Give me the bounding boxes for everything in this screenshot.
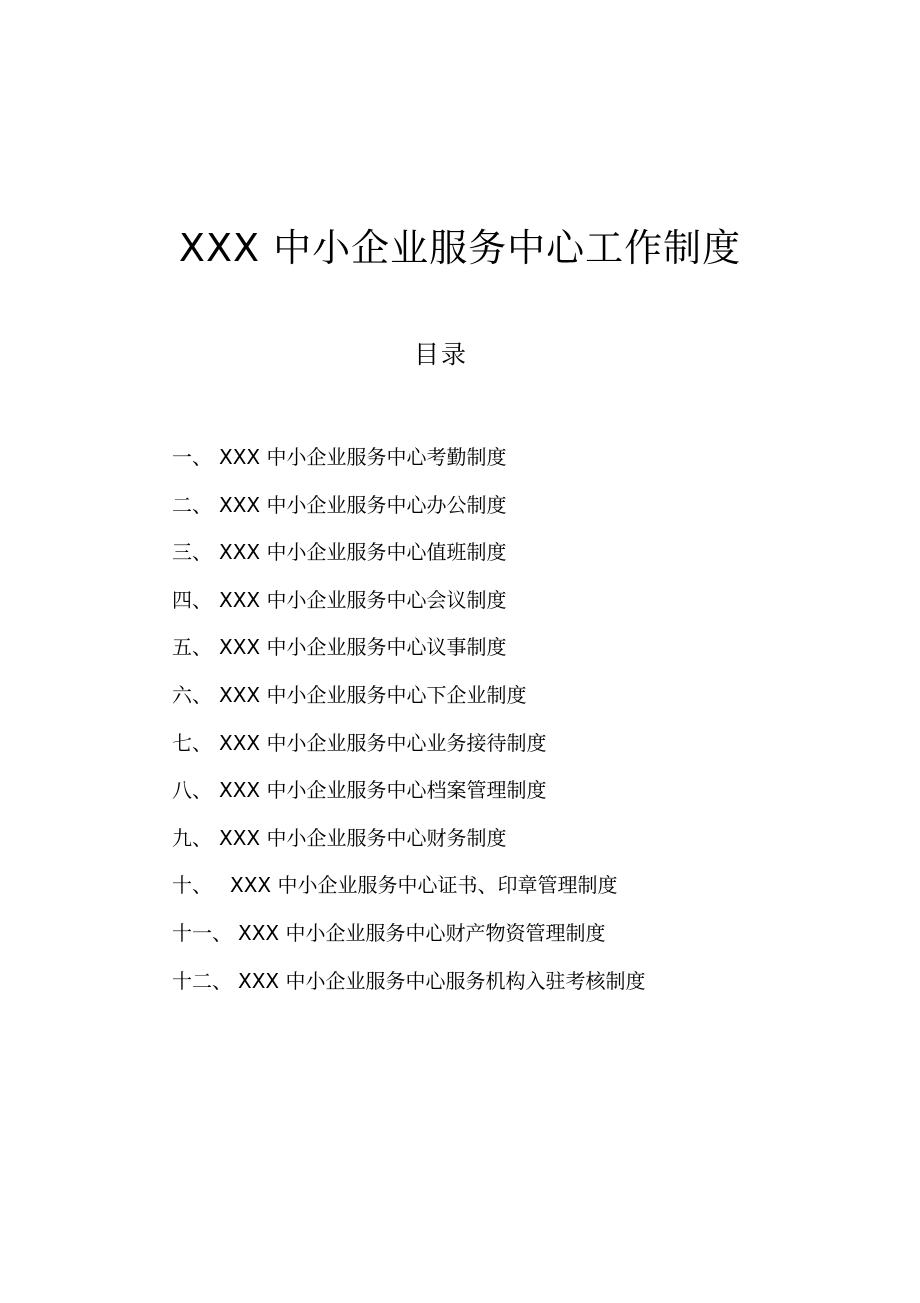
toc-item bbox=[172, 441, 872, 489]
toc-item bbox=[172, 774, 872, 822]
toc-item-number: 九、 bbox=[172, 825, 212, 850]
toc-item-number: 二、 bbox=[172, 492, 212, 517]
toc-item bbox=[172, 584, 872, 632]
toc-item-number: 十、 bbox=[172, 873, 212, 898]
toc-item bbox=[172, 965, 872, 1013]
toc-item-text: XXX 中小企业服务中心值班制度 bbox=[219, 540, 507, 565]
toc-item-text: XXX 中小企业服务中心业务接待制度 bbox=[219, 730, 547, 755]
toc-item bbox=[172, 727, 872, 775]
toc-item-text: XXX 中小企业服务中心财产物资管理制度 bbox=[238, 920, 606, 945]
toc-item-number: 七、 bbox=[172, 730, 212, 755]
toc-item-number: 一、 bbox=[172, 445, 212, 469]
toc-item bbox=[172, 917, 872, 965]
toc-item-number: 八、 bbox=[172, 778, 212, 803]
toc-item-number: 十一、 bbox=[172, 920, 232, 945]
toc-item bbox=[172, 679, 872, 727]
toc-item-text: XXX 中小企业服务中心服务机构入驻考核制度 bbox=[238, 968, 646, 993]
toc-item-text: XXX 中小企业服务中心议事制度 bbox=[219, 635, 507, 660]
toc-item-number: 三、 bbox=[172, 540, 212, 565]
toc-item bbox=[172, 536, 872, 584]
table-of-contents bbox=[172, 441, 872, 1012]
toc-item-number: 十二、 bbox=[172, 968, 232, 993]
toc-item-text: XXX 中小企业服务中心证书、印章管理制度 bbox=[230, 873, 618, 898]
toc-item bbox=[172, 489, 872, 537]
toc-item bbox=[172, 631, 872, 679]
toc-item-number: 五、 bbox=[172, 635, 212, 660]
toc-item bbox=[172, 869, 872, 917]
toc-item-text: XXX 中小企业服务中心财务制度 bbox=[219, 825, 507, 850]
toc-heading: 目录 bbox=[413, 340, 468, 369]
toc-item-text: XXX 中小企业服务中心考勤制度 bbox=[219, 445, 507, 469]
toc-item-number: 四、 bbox=[172, 587, 212, 612]
toc-item bbox=[172, 822, 872, 870]
toc-item-text: XXX 中小企业服务中心会议制度 bbox=[219, 587, 507, 612]
toc-item-text: XXX 中小企业服务中心下企业制度 bbox=[219, 682, 527, 707]
document-title: XXX 中小企业服务中心工作制度 bbox=[178, 226, 742, 270]
toc-item-text: XXX 中小企业服务中心档案管理制度 bbox=[219, 778, 547, 803]
toc-item-text: XXX 中小企业服务中心办公制度 bbox=[219, 492, 507, 517]
toc-item-number: 六、 bbox=[172, 682, 212, 707]
